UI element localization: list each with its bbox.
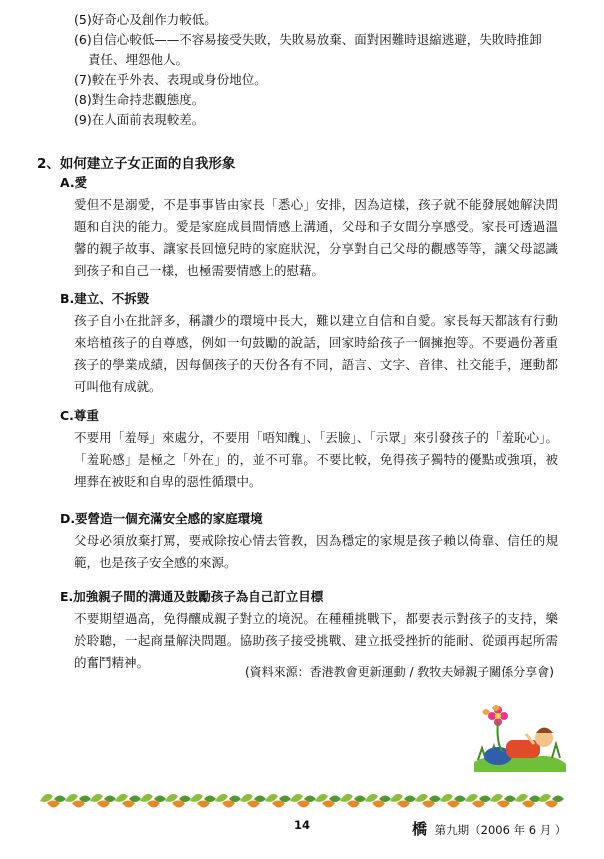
subsection-heading: B.建立、不拆毀 xyxy=(60,291,150,306)
list-item: (7)較在乎外表、表現或身份地位。 xyxy=(74,72,267,87)
subsection-body: 不要期望過高，免得釀成親子對立的境況。在種種挑戰下，都要表示對孩子的支持，樂於聆聽，一起商量解決問題。協助孩子接受挑戰、建立抵受挫折的能耐、從頭再起所需的奮鬥精神。 xyxy=(74,611,558,670)
subsection-heading: C.尊重 xyxy=(60,408,99,423)
source-citation: (資料來源：香港教會更新運動 / 敎牧夫婦親子關係分享會) xyxy=(244,665,554,679)
section-title: 2、如何建立子女正面的自我形象 xyxy=(37,156,236,172)
decorative-leaf-border xyxy=(40,790,565,812)
journal-name: 橋 xyxy=(412,820,428,838)
list-item-text: (6)自信心較低——不容易接受失敗，失敗易放棄、面對困難時退縮逃避，失敗時推卸 xyxy=(74,32,542,47)
subsection-heading: E.加強親子間的溝通及鼓勵孩子為自己訂立目標 xyxy=(60,589,324,604)
subsection-body: 不要用「羞辱」來處分，不要用「唔知醜」、「丟臉」、「示眾」來引發孩子的「羞恥心」。「羞恥感」是極之「外在」的，並不可靠。不要比較，免得孩子獨特的優點或強項，被埋葬在被貶和自卑的惡性循環中。 xyxy=(74,430,558,489)
subsection-body: 父母必須放棄打罵，要戒除按心情去管教，因為穩定的家規是孩子賴以倚靠、信任的規範，也是孩子安全感的來源。 xyxy=(74,533,558,570)
consequence-list xyxy=(74,10,574,130)
subsection-body: 愛但不是溺愛，不是事事皆由家長「悉心」安排，因為這樣，孩子就不能發展她解決問題和自決的能力。愛是家庭成員間情感上溝通，父母和子女間分享感受。家長可透過溫馨的親子故事、讓家長回憶兒時的家庭狀況，分享對自己父母的觀感等等，讓父母認識到孩子和自己一樣，也極需要情感上的慰藉。 xyxy=(74,197,558,278)
subsection-body: 孩子自小在批評多，稱讚少的環境中長大，難以建立自信和自愛。家長每天都該有行動來培植孩子的自尊感，例如一句鼓勵的說話，回家時給孩子一個擁抱等。不要過份著重孩子的學業成績，因每個孩子的天份各有不同，語言、文字、音律、社交能手，運動都可叫他有成就。 xyxy=(74,313,558,394)
subsection-heading: A.愛 xyxy=(60,175,88,190)
list-item: (8)對生命持悲觀態度。 xyxy=(74,92,205,107)
list-item: (9)在人面前表現較差。 xyxy=(74,112,205,127)
issue-label: 第九期（2006 年 6 月 ） xyxy=(434,823,567,837)
subsection-respect xyxy=(60,405,558,493)
subsection-love xyxy=(60,172,558,282)
list-item: (5)好奇心及創作力較低。 xyxy=(74,12,217,27)
relaxing-child-clipart xyxy=(468,700,568,780)
subsection-security xyxy=(60,508,558,574)
subsection-build-up xyxy=(60,288,558,398)
journal-issue xyxy=(412,818,566,839)
list-item-continuation: 責任、埋怨他人。 xyxy=(88,52,189,67)
page-number: 14 xyxy=(294,818,311,832)
subsection-heading: D.要營造一個充滿安全感的家庭環境 xyxy=(60,511,263,526)
subsection-communication xyxy=(60,586,558,674)
list-item xyxy=(74,30,574,70)
